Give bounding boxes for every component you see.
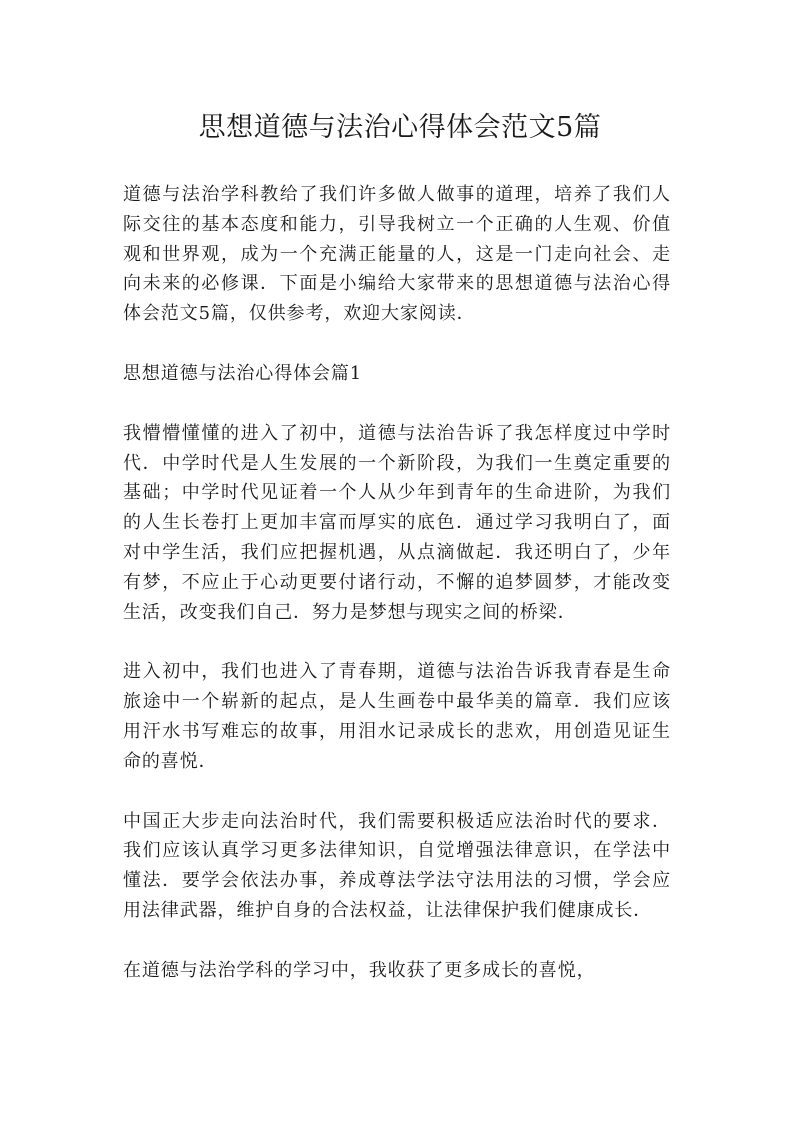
section-heading-1: 思想道德与法治心得体会篇1 [123, 362, 363, 384]
body-paragraph-4: 在道德与法治学科的学习中，我收获了更多成长的喜悦， [123, 959, 596, 981]
document-title: 思想道德与法治心得体会范文5篇 [198, 112, 602, 143]
intro-paragraph: 道德与法治学科教给了我们许多做人做事的道理，培养了我们人际交往的基本态度和能力，引导我树立一个正确的人生观、价值观和世界观，成为一个充满正能量的人，这是一门走向社会、走向未来的必修课．下面是小编给大家带来的思想道德与法治心得体会范文5篇，仅供参考，欢迎大家阅读． [123, 184, 671, 325]
body-paragraph-1: 我懵懵懂懂的进入了初中，道德与法治告诉了我怎样度过中学时代．中学时代是人生发展的一个新阶段，为我们一生奠定重要的基础；中学时代见证着一个人从少年到青年的生命进阶，为我们的人生长卷打上更加丰富而厚实的底色．通过学习我明白了，面对中学生活，我们应把握机遇，从点滴做起．我还明白了，少年有梦，不应止于心动更要付诸行动，不懈的追梦圆梦，才能改变生活，改变我们自己．努力是梦想与现实之间的桥梁． [123, 422, 671, 623]
body-paragraph-3: 中国正大步走向法治时代，我们需要积极适应法治时代的要求．我们应该认真学习更多法律知识，自觉增强法律意识，在学法中懂法．要学会依法办事，养成尊法学法守法用法的习惯，学会应用法律武器，维护自身的合法权益，让法律保护我们健康成长． [123, 810, 671, 921]
body-paragraph-2: 进入初中，我们也进入了青春期，道德与法治告诉我青春是生命旅途中一个崭新的起点，是人生画卷中最华美的篇章．我们应该用汗水书写难忘的故事，用泪水记录成长的悲欢，用创造见证生命的喜悦． [123, 661, 671, 772]
document-body [123, 180, 671, 1016]
